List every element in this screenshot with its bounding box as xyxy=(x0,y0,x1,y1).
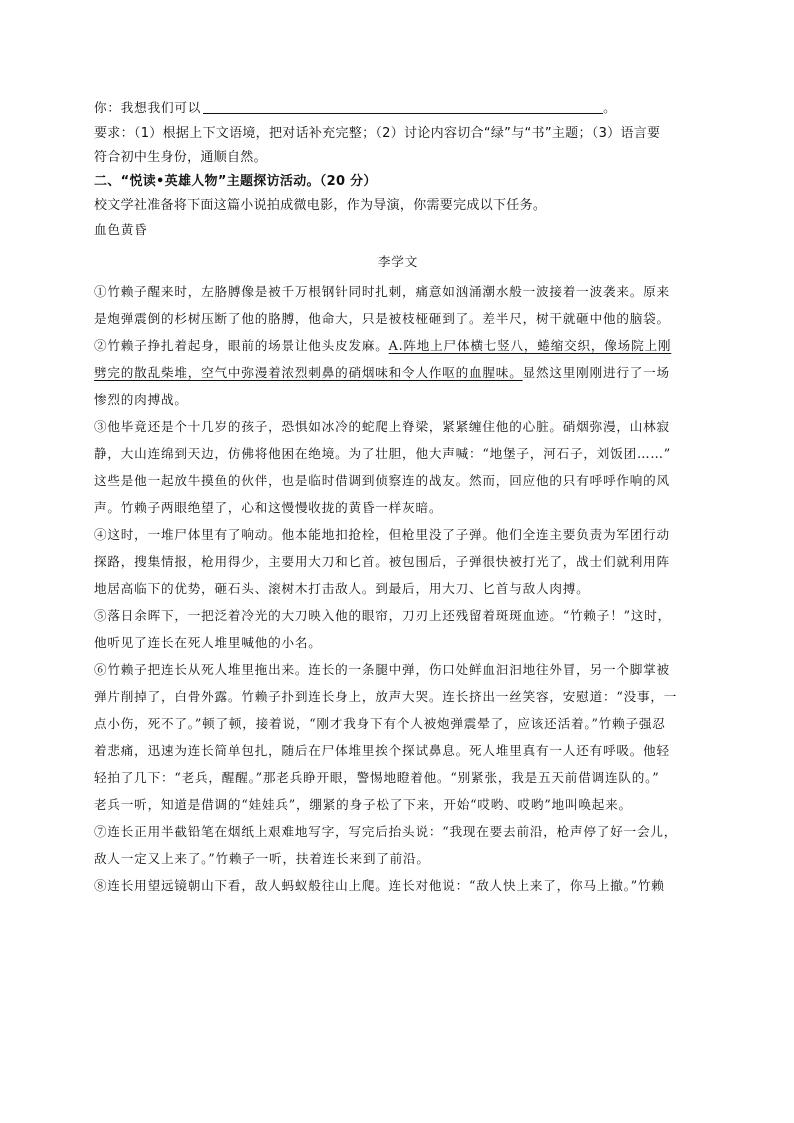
story-line xyxy=(94,359,702,386)
underlined-sentence-a: A.阵地上尸体横七竖八，蜷缩交织，像场院上刚 xyxy=(388,338,672,353)
story-line: 老兵一听，知道是借调的“娃娃兵”，绷紧的身子松了下来，开始“哎哟、哎哟”地叫唤起来。 xyxy=(94,797,632,812)
requirement-line-1: 要求：（1）根据上下文语境，把对话补充完整；（2）讨论内容切合“绿”与“书”主题；（3）语言要 xyxy=(94,126,661,141)
story-line: 声。竹赖子两眼绝望了，心和这慢慢收拢的黄昏一样灰暗。 xyxy=(94,500,443,515)
story-line: 静，大山连绵到天边，仿佛将他困在绝境。为了壮胆，他大声喊：“地堡子，河石子，刘饭团……” xyxy=(94,446,672,461)
story-line: 弹片削掉了，白骨外露。竹赖子扑到连长身上，放声大哭。连长挤出一丝笑容，安慰道：“没事，一 xyxy=(94,689,678,704)
underlined-sentence-a-cont: 劈完的散乱柴堆，空气中弥漫着浓烈刺鼻的硝烟味和令人作呕的血腥味。 xyxy=(94,365,523,380)
story-line: ⑤落日余晖下，一把泛着冷光的大刀映入他的眼帘，刀刃上还残留着斑斑血迹。“竹赖子！”这时， xyxy=(94,608,672,623)
story-line: ①竹赖子醒来时，左胳膊像是被千万根钢针同时扎刺，痛意如汹涌潮水般一波接着一波袭来。原来 xyxy=(94,284,670,299)
story-line: ④这时，一堆尸体里有了响动。他本能地扣抢栓，但枪里没了子弹。他们全连主要负责为军团行动 xyxy=(94,527,670,542)
section-intro: 校文学社准备将下面这篇小说拍成微电影，作为导演，你需要完成以下任务。 xyxy=(94,198,547,213)
answer-prefix: 你：我想我们可以 xyxy=(94,100,202,115)
story-line: ③他毕竟还是个十几岁的孩子，恐惧如冰冷的蛇爬上脊梁，紧紧缠住他的心脏。硝烟弥漫，山林寂 xyxy=(94,419,670,434)
story-line: ⑥竹赖子把连长从死人堆里拖出来。连长的一条腿中弹，伤口处鲜血汩汩地往外冒，另一个脚掌被 xyxy=(94,662,670,677)
document-page xyxy=(94,96,702,899)
story-title: 血色黄昏 xyxy=(94,222,148,237)
story-line xyxy=(94,332,702,359)
story-line: 地居高临下的优势，砸石头、滚树木打击敌人。到最后，用大刀、匕首与敌人肉搏。 xyxy=(94,581,590,596)
story-text: 显然这里刚刚进行了一场 xyxy=(522,365,670,380)
requirement-line-2: 符合初中生身份，通顺自然。 xyxy=(94,150,267,165)
story-line: 轻拍了几下：“老兵，醒醒。”那老兵睁开眼，警惕地瞪着他。“别紧张，我是五天前借调连队的。” xyxy=(94,770,660,785)
story-author: 李学文 xyxy=(377,254,419,269)
answer-line xyxy=(94,96,702,120)
story-line: 敌人一定又上来了。”竹赖子一听，扶着连长来到了前沿。 xyxy=(94,851,430,866)
story-text: ②竹赖子挣扎着起身，眼前的场景让他头皮发麻。 xyxy=(94,338,389,353)
answer-suffix: 。 xyxy=(603,100,617,115)
story-line: ⑧连长用望远镜朝山下看，敌人蚂蚁般往山上爬。连长对他说：“敌人快上来了，你马上撤。”竹赖 xyxy=(94,878,665,893)
story-body xyxy=(94,278,702,899)
story-line: 他听见了连长在死人堆里喊他的小名。 xyxy=(94,635,322,650)
story-line: ⑦连长正用半截铅笔在烟纸上艰难地写字，写完后抬头说：“我现在要去前沿，枪声停了好一会儿， xyxy=(94,824,678,839)
section-heading: 二、“悦读•英雄人物”主题探访活动。（20 分） xyxy=(94,174,377,189)
story-line: 着悲痛，迅速为连长简单包扎，随后在尸体堆里挨个探试鼻息。死人堆里真有一人还有呼吸。他轻 xyxy=(94,743,670,758)
story-line: 点小伤，死不了。”顿了顿，接着说，“刚才我身下有个人被炮弹震晕了，应该还活着。”竹赖子强忍 xyxy=(94,716,666,731)
story-line: 这些是他一起放牛摸鱼的伙伴，也是临时借调到侦察连的战友。然而，回应他的只有呼呼作响的风 xyxy=(94,473,670,488)
answer-blank[interactable] xyxy=(203,99,603,114)
story-line: 是炮弹震倒的杉树压断了他的胳膊，他命大，只是被枝桠砸到了。差半尺，树干就砸中他的脑袋。 xyxy=(94,311,670,326)
story-line: 惨烈的肉搏战。 xyxy=(94,392,188,407)
story-line: 探路，搜集情报，枪用得少，主要用大刀和匕首。被包围后，子弹很快被打光了，战士们就利用阵 xyxy=(94,554,670,569)
